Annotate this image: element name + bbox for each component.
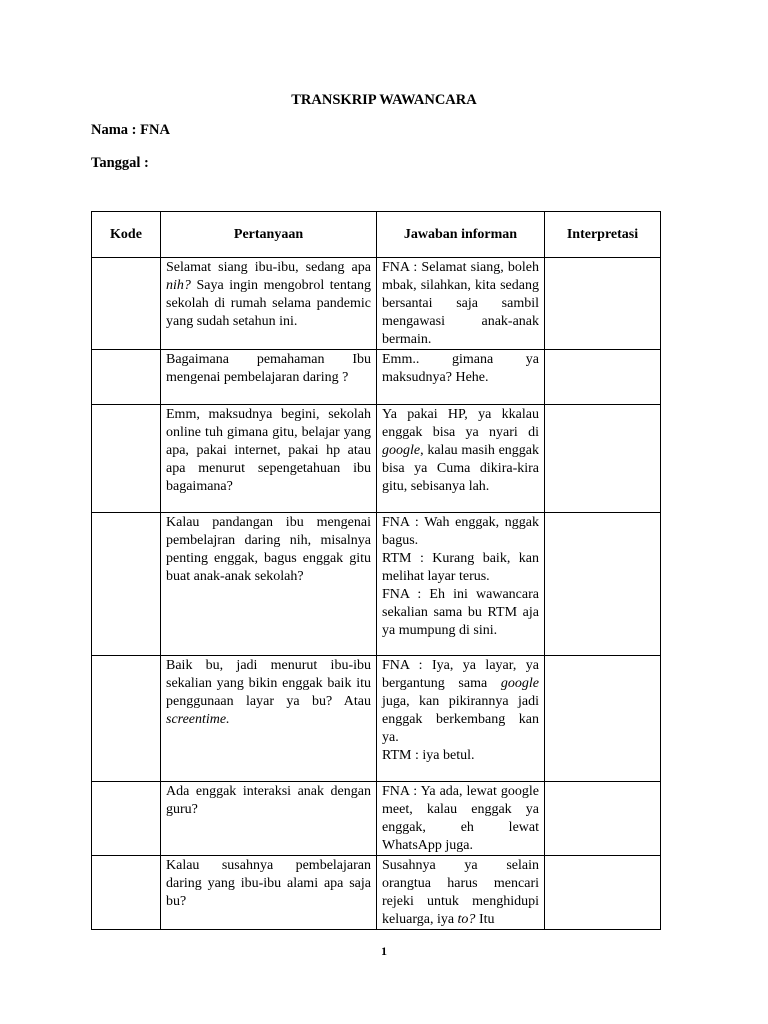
answer-cell	[377, 856, 545, 930]
answer-cell	[377, 258, 545, 350]
header-jawaban: Jawaban informan	[377, 212, 545, 258]
table-row	[92, 782, 661, 856]
interpretasi-cell	[545, 405, 661, 513]
question-cell: Kalau pandangan ibu mengenai pembelajran daring nih, misalnya penting enggak, bagus enggak gitu buat anak-anak sekolah?	[161, 513, 377, 656]
table-row	[92, 513, 661, 656]
table-row	[92, 350, 661, 405]
table-row	[92, 258, 661, 350]
kode-cell	[92, 782, 161, 856]
kode-cell	[92, 856, 161, 930]
answer-line: Emm.. gimana ya maksudnya? Hehe.	[382, 352, 539, 385]
table-row	[92, 405, 661, 513]
question-cell: Baik bu, jadi menurut ibu-ibu sekalian yang bikin enggak baik itu penggunaan layar ya bu? Atau screentime.	[161, 656, 377, 782]
answer-line: FNA : Wah enggak, nggak bagus.	[382, 515, 539, 548]
kode-cell	[92, 258, 161, 350]
tanggal-line: Tanggal :	[91, 155, 149, 171]
answer-line: FNA : Eh ini wawancara sekalian sama bu RTM aja ya mumpung di sini.	[382, 587, 539, 638]
answer-line: FNA : Ya ada, lewat google meet, kalau enggak ya enggak, eh lewat WhatsApp juga.	[382, 784, 539, 853]
interpretasi-cell	[545, 656, 661, 782]
table-row	[92, 856, 661, 930]
interpretasi-cell	[545, 856, 661, 930]
interpretasi-cell	[545, 350, 661, 405]
question-cell: Bagaimana pemahaman Ibu mengenai pembelajaran daring ?	[161, 350, 377, 405]
question-cell: Kalau susahnya pembelajaran daring yang ibu-ibu alami apa saja bu?	[161, 856, 377, 930]
interpretasi-cell	[545, 258, 661, 350]
answer-cell	[377, 782, 545, 856]
answer-cell	[377, 350, 545, 405]
answer-line: Ya pakai HP, ya kkalau enggak bisa ya nyari di google, kalau masih enggak bisa ya Cuma dikira-kira gitu, sebisanya lah.	[382, 407, 539, 494]
question-cell: Selamat siang ibu-ibu, sedang apa nih? Saya ingin mengobrol tentang sekolah di rumah selama pandemic yang sudah setahun ini.	[161, 258, 377, 350]
answer-line: FNA : Selamat siang, boleh mbak, silahkan, kita sedang bersantai saja sambil mengawasi anak-anak bermain.	[382, 260, 539, 347]
question-cell: Emm, maksudnya begini, sekolah online tuh gimana gitu, belajar yang apa, pakai internet, pakai hp atau apa menurut sepengetahuan ibu bagaimana?	[161, 405, 377, 513]
kode-cell	[92, 350, 161, 405]
nama-line: Nama : FNA	[91, 122, 170, 138]
transcript-table	[91, 211, 661, 930]
interpretasi-cell	[545, 782, 661, 856]
table-row	[92, 656, 661, 782]
header-interpretasi: Interpretasi	[545, 212, 661, 258]
kode-cell	[92, 656, 161, 782]
answer-cell	[377, 405, 545, 513]
page-number: 1	[381, 944, 387, 958]
question-cell: Ada enggak interaksi anak dengan guru?	[161, 782, 377, 856]
header-kode: Kode	[92, 212, 161, 258]
header-pertanyaan: Pertanyaan	[161, 212, 377, 258]
kode-cell	[92, 513, 161, 656]
answer-line: RTM : Kurang baik, kan melihat layar terus.	[382, 551, 539, 584]
interpretasi-cell	[545, 513, 661, 656]
answer-line: RTM : iya betul.	[382, 748, 475, 763]
answer-line: FNA : Iya, ya layar, ya bergantung sama google juga, kan pikirannya jadi enggak berkembang kan ya.	[382, 658, 539, 745]
document-title: TRANSKRIP WAWANCARA	[291, 92, 477, 108]
answer-line: Susahnya ya selain orangtua harus mencari rejeki untuk menghidupi keluarga, iya to? Itu	[382, 858, 539, 927]
kode-cell	[92, 405, 161, 513]
table-header-row	[92, 212, 661, 258]
answer-cell	[377, 656, 545, 782]
answer-cell	[377, 513, 545, 656]
